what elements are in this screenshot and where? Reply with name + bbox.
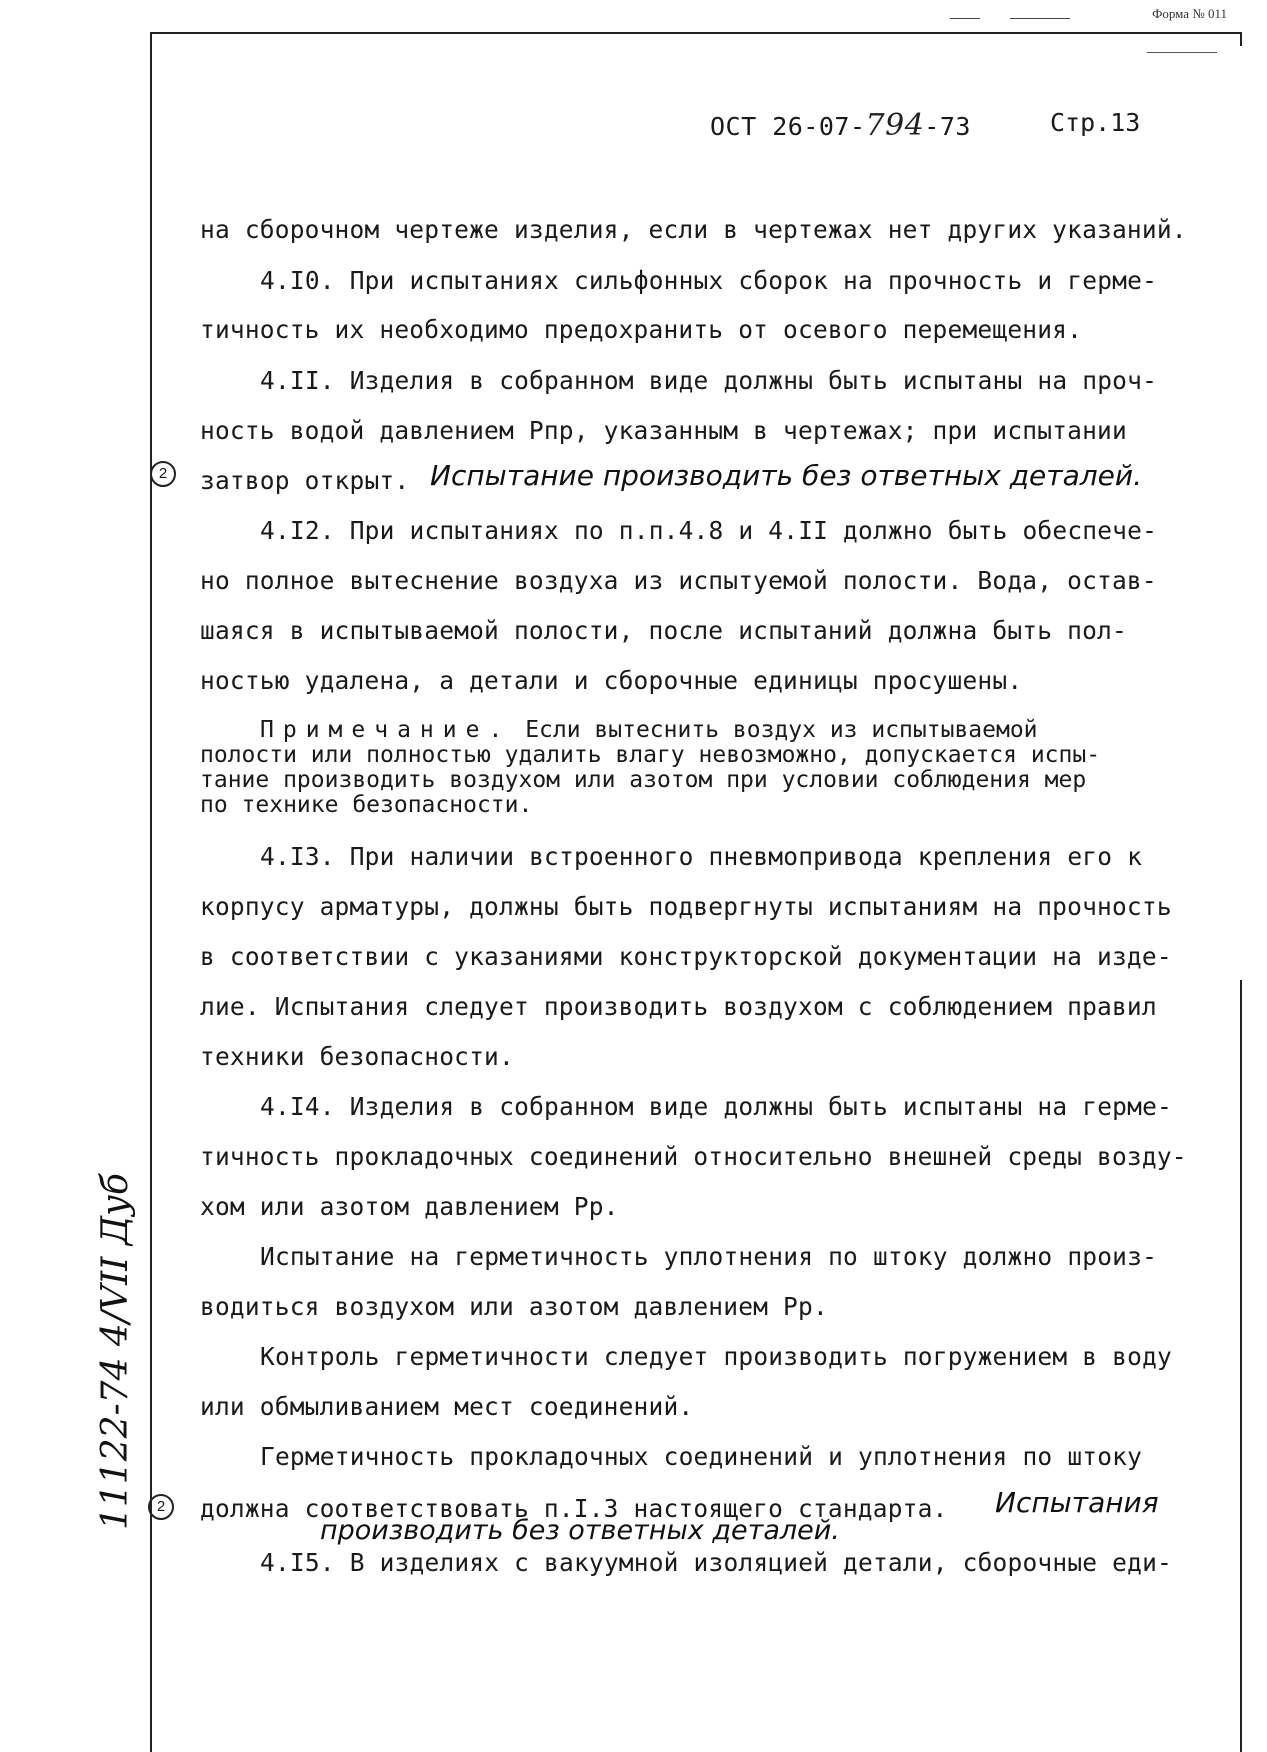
note-line: тание производить воздухом или азотом при условии соблюдения мер bbox=[200, 767, 1087, 793]
note-label: Примечание. bbox=[260, 717, 512, 743]
text-line: ность водой давлением Рпр, указанным в чертежах; при испытании bbox=[200, 416, 1127, 445]
revision-circle: 2 bbox=[148, 1494, 174, 1520]
text-line: 4.I5. В изделиях с вакуумной изоляцией детали, сборочные еди- bbox=[260, 1548, 1172, 1577]
frame-right bbox=[1240, 980, 1242, 1752]
text-line: должна соответствовать п.I.3 настоящего стандарта. bbox=[200, 1494, 948, 1523]
text-line: 4.I2. При испытаниях по п.п.4.8 и 4.II должно быть обеспече- bbox=[260, 516, 1158, 545]
text-line: 4.I3. При наличии встроенного пневмопривода крепления его к bbox=[260, 842, 1143, 871]
text-line: тичность их необходимо предохранить от осевого перемещения. bbox=[200, 315, 1083, 344]
text-line: шаяся в испытываемой полости, после испытаний должна быть пол- bbox=[200, 616, 1127, 645]
text-line: тичность прокладочных соединений относительно внешней среды возду- bbox=[200, 1142, 1187, 1171]
text-line: 4.I0. При испытаниях сильфонных сборок на прочность и герме- bbox=[260, 266, 1158, 295]
note-text: Если вытеснить воздух из испытываемой bbox=[525, 717, 1038, 743]
text-line: лие. Испытания следует производить воздухом с соблюдением правил bbox=[200, 992, 1157, 1021]
forma-label: Форма № 011 bbox=[1152, 6, 1227, 21]
text-line: в соответствии с указаниями конструкторской документации на изде- bbox=[200, 942, 1172, 971]
frame-left bbox=[150, 32, 152, 1752]
page-number: Стр.13 bbox=[1050, 108, 1141, 137]
text-line: 4.I4. Изделия в собранном виде должны быть испытаны на герме- bbox=[260, 1092, 1172, 1121]
text-line: хом или азотом давлением Рр. bbox=[200, 1192, 619, 1221]
text-line: на сборочном чертеже изделия, если в чертежах нет других указаний. bbox=[200, 215, 1187, 244]
standard-code: ОСТ 26-07- bbox=[710, 112, 866, 141]
text-line: водиться воздухом или азотом давлением Рр. bbox=[200, 1292, 828, 1321]
frame-right-top bbox=[1240, 32, 1242, 46]
margin-handwritten-note: 11122-74 4/VII Дуб bbox=[95, 1173, 136, 1530]
note-line: по технике безопасности. bbox=[200, 792, 533, 818]
note-line bbox=[260, 718, 1038, 742]
text-line: корпусу арматуры, должны быть подвергнуты испытаниям на прочность bbox=[200, 892, 1172, 921]
text-line: Контроль герметичности следует производить погружением в воду bbox=[260, 1342, 1172, 1371]
text-line: но полное вытеснение воздуха из испытуемой полости. Вода, остав- bbox=[200, 566, 1157, 595]
text-line: Герметичность прокладочных соединений и уплотнения по штоку bbox=[260, 1442, 1143, 1471]
frame-top bbox=[150, 32, 1240, 34]
handwritten-insert: Испытание производить без ответных деталей. bbox=[430, 459, 1142, 492]
text-line: 4.II. Изделия в собранном виде должны быть испытаны на проч- bbox=[260, 366, 1158, 395]
text-line: затвор открыт. bbox=[200, 466, 410, 495]
forma-dash bbox=[950, 18, 980, 19]
handwritten-insert: Испытания bbox=[995, 1486, 1159, 1519]
page-header bbox=[710, 108, 971, 143]
handwritten-insert: производить без ответных деталей. bbox=[320, 1515, 840, 1546]
standard-number-handwritten: 794 bbox=[865, 108, 925, 143]
revision-circle: 2 bbox=[150, 461, 176, 487]
forma-dash bbox=[1010, 18, 1070, 19]
text-line: техники безопасности. bbox=[200, 1042, 514, 1071]
frame-mark bbox=[1147, 52, 1217, 53]
text-line: или обмыливанием мест соединений. bbox=[200, 1392, 694, 1421]
text-line: Испытание на герметичность уплотнения по штоку должно произ- bbox=[260, 1242, 1158, 1271]
text-line: ностью удалена, а детали и сборочные единицы просушены. bbox=[200, 666, 1023, 695]
standard-year: -73 bbox=[924, 112, 971, 141]
note-line: полости или полностью удалить влагу невозможно, допускается испы- bbox=[200, 742, 1101, 768]
